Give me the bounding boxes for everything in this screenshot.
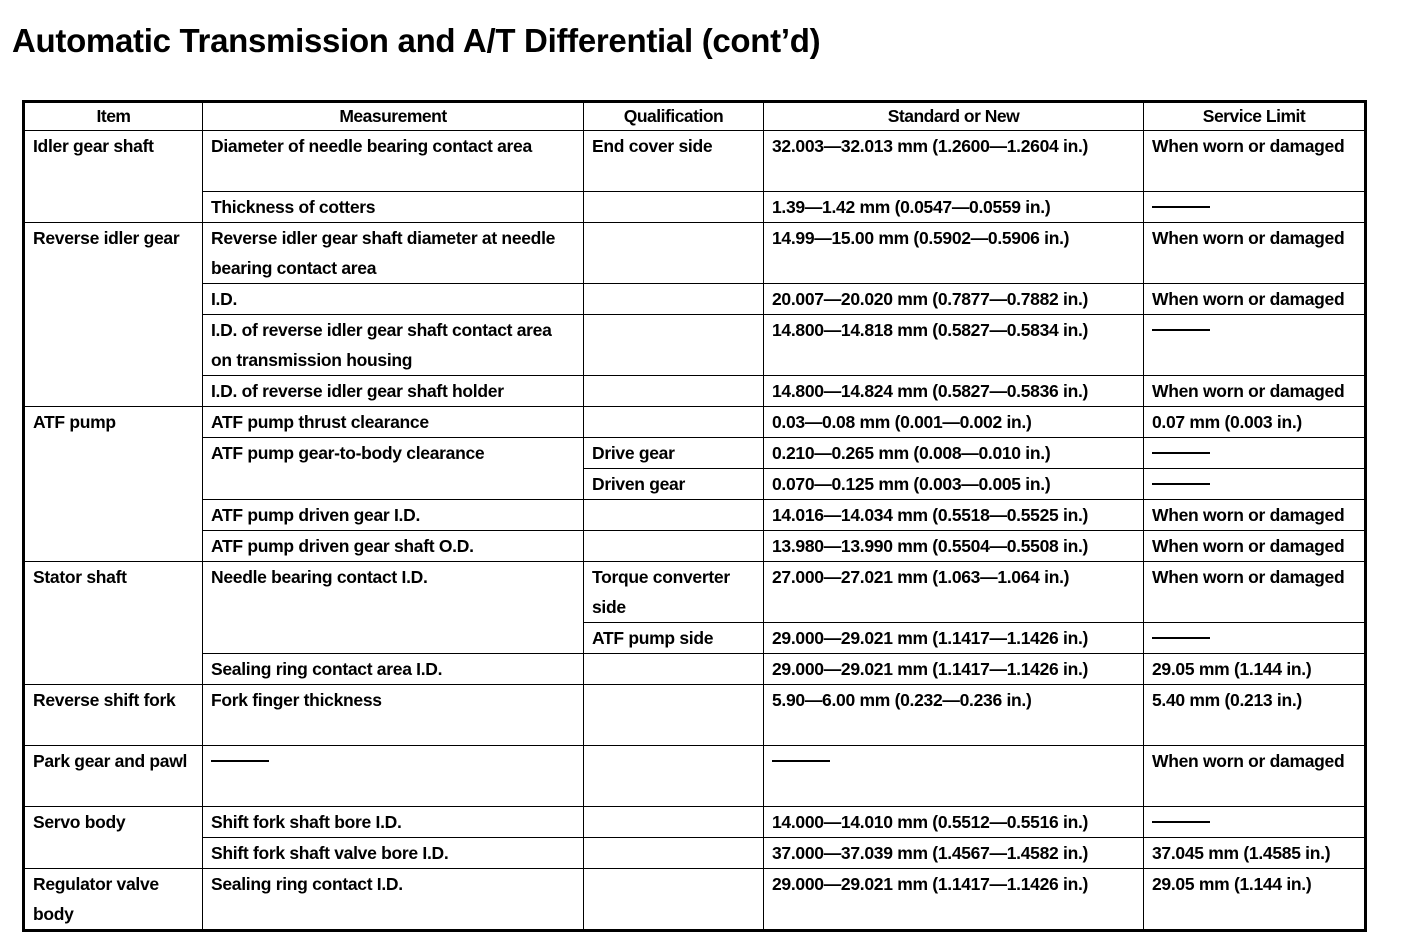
standard-cell: 0.03—0.08 mm (0.001—0.002 in.) bbox=[764, 407, 1144, 438]
measurement-dash bbox=[203, 746, 584, 807]
limit-cell: 29.05 mm (1.144 in.) bbox=[1144, 869, 1366, 931]
table-row bbox=[24, 376, 1366, 407]
header-measurement: Measurement bbox=[203, 102, 584, 131]
standard-cell: 14.800—14.824 mm (0.5827—0.5836 in.) bbox=[764, 376, 1144, 407]
item-cell: Idler gear shaft bbox=[24, 131, 203, 223]
limit-cell: 0.07 mm (0.003 in.) bbox=[1144, 407, 1366, 438]
table-row bbox=[24, 746, 1366, 807]
header-service-limit: Service Limit bbox=[1144, 102, 1366, 131]
limit-cell: When worn or damaged bbox=[1144, 376, 1366, 407]
qualification-cell bbox=[584, 284, 764, 315]
standard-dash bbox=[764, 746, 1144, 807]
measurement-cell: Shift fork shaft valve bore I.D. bbox=[203, 838, 584, 869]
qualification-cell bbox=[584, 376, 764, 407]
limit-cell: 37.045 mm (1.4585 in.) bbox=[1144, 838, 1366, 869]
measurement-cell: ATF pump driven gear shaft O.D. bbox=[203, 531, 584, 562]
qualification-cell bbox=[584, 838, 764, 869]
table-row bbox=[24, 407, 1366, 438]
header-item: Item bbox=[24, 102, 203, 131]
standard-cell: 0.070—0.125 mm (0.003—0.005 in.) bbox=[764, 469, 1144, 500]
standard-cell: 14.99—15.00 mm (0.5902—0.5906 in.) bbox=[764, 223, 1144, 284]
specifications-table bbox=[22, 100, 1367, 932]
item-cell: Reverse idler gear bbox=[24, 223, 203, 407]
standard-cell: 29.000—29.021 mm (1.1417—1.1426 in.) bbox=[764, 869, 1144, 931]
table-row bbox=[24, 869, 1366, 931]
measurement-cell: Sealing ring contact area I.D. bbox=[203, 654, 584, 685]
item-cell: Reverse shift fork bbox=[24, 685, 203, 746]
header-qualification: Qualification bbox=[584, 102, 764, 131]
standard-cell: 32.003—32.013 mm (1.2600—1.2604 in.) bbox=[764, 131, 1144, 192]
qualification-cell bbox=[584, 685, 764, 746]
standard-cell: 5.90—6.00 mm (0.232—0.236 in.) bbox=[764, 685, 1144, 746]
table-row bbox=[24, 438, 1366, 469]
limit-cell: When worn or damaged bbox=[1144, 284, 1366, 315]
qualification-cell: Torque converter side bbox=[584, 562, 764, 623]
limit-cell: When worn or damaged bbox=[1144, 223, 1366, 284]
measurement-cell: ATF pump gear-to-body clearance bbox=[203, 438, 584, 500]
standard-cell: 13.980—13.990 mm (0.5504—0.5508 in.) bbox=[764, 531, 1144, 562]
table-row bbox=[24, 562, 1366, 623]
standard-cell: 37.000—37.039 mm (1.4567—1.4582 in.) bbox=[764, 838, 1144, 869]
page-title: Automatic Transmission and A/T Differential (cont’d) bbox=[12, 22, 821, 59]
standard-cell: 29.000—29.021 mm (1.1417—1.1426 in.) bbox=[764, 654, 1144, 685]
qualification-cell bbox=[584, 500, 764, 531]
qualification-cell bbox=[584, 192, 764, 223]
measurement-cell: I.D. of reverse idler gear shaft contact area on transmission housing bbox=[203, 315, 584, 376]
measurement-cell: Needle bearing contact I.D. bbox=[203, 562, 584, 654]
limit-dash bbox=[1144, 469, 1366, 500]
measurement-cell: Diameter of needle bearing contact area bbox=[203, 131, 584, 192]
measurement-cell: ATF pump driven gear I.D. bbox=[203, 500, 584, 531]
item-cell: Regulator valve body bbox=[24, 869, 203, 931]
limit-cell: When worn or damaged bbox=[1144, 500, 1366, 531]
standard-cell: 1.39—1.42 mm (0.0547—0.0559 in.) bbox=[764, 192, 1144, 223]
measurement-cell: I.D. of reverse idler gear shaft holder bbox=[203, 376, 584, 407]
table-row bbox=[24, 284, 1366, 315]
measurement-cell: Sealing ring contact I.D. bbox=[203, 869, 584, 931]
qualification-cell: Drive gear bbox=[584, 438, 764, 469]
limit-dash bbox=[1144, 315, 1366, 376]
table-row bbox=[24, 192, 1366, 223]
limit-cell: When worn or damaged bbox=[1144, 562, 1366, 623]
qualification-cell bbox=[584, 223, 764, 284]
measurement-cell: Reverse idler gear shaft diameter at needle bearing contact area bbox=[203, 223, 584, 284]
measurement-cell: Shift fork shaft bore I.D. bbox=[203, 807, 584, 838]
item-cell: Stator shaft bbox=[24, 562, 203, 685]
measurement-cell: ATF pump thrust clearance bbox=[203, 407, 584, 438]
standard-cell: 14.016—14.034 mm (0.5518—0.5525 in.) bbox=[764, 500, 1144, 531]
limit-cell: 29.05 mm (1.144 in.) bbox=[1144, 654, 1366, 685]
table-row bbox=[24, 838, 1366, 869]
qualification-cell: ATF pump side bbox=[584, 623, 764, 654]
limit-cell: When worn or damaged bbox=[1144, 131, 1366, 192]
table-row bbox=[24, 807, 1366, 838]
table-row bbox=[24, 531, 1366, 562]
header-row bbox=[24, 102, 1366, 131]
measurement-cell: Thickness of cotters bbox=[203, 192, 584, 223]
limit-cell: 5.40 mm (0.213 in.) bbox=[1144, 685, 1366, 746]
table-row bbox=[24, 685, 1366, 746]
standard-cell: 20.007—20.020 mm (0.7877—0.7882 in.) bbox=[764, 284, 1144, 315]
standard-cell: 14.800—14.818 mm (0.5827—0.5834 in.) bbox=[764, 315, 1144, 376]
table-row bbox=[24, 654, 1366, 685]
limit-dash bbox=[1144, 192, 1366, 223]
qualification-cell: Driven gear bbox=[584, 469, 764, 500]
limit-dash bbox=[1144, 623, 1366, 654]
table-row bbox=[24, 500, 1366, 531]
qualification-cell bbox=[584, 531, 764, 562]
measurement-cell: Fork finger thickness bbox=[203, 685, 584, 746]
table-row bbox=[24, 223, 1366, 284]
qualification-cell bbox=[584, 869, 764, 931]
table-row bbox=[24, 315, 1366, 376]
item-cell: ATF pump bbox=[24, 407, 203, 562]
limit-cell: When worn or damaged bbox=[1144, 531, 1366, 562]
standard-cell: 14.000—14.010 mm (0.5512—0.5516 in.) bbox=[764, 807, 1144, 838]
measurement-cell: I.D. bbox=[203, 284, 584, 315]
limit-dash bbox=[1144, 807, 1366, 838]
limit-cell: When worn or damaged bbox=[1144, 746, 1366, 807]
qualification-cell bbox=[584, 315, 764, 376]
item-cell: Servo body bbox=[24, 807, 203, 869]
qualification-cell bbox=[584, 807, 764, 838]
qualification-cell bbox=[584, 654, 764, 685]
standard-cell: 0.210—0.265 mm (0.008—0.010 in.) bbox=[764, 438, 1144, 469]
limit-dash bbox=[1144, 438, 1366, 469]
qualification-cell: End cover side bbox=[584, 131, 764, 192]
qualification-cell bbox=[584, 746, 764, 807]
header-standard: Standard or New bbox=[764, 102, 1144, 131]
table-row bbox=[24, 131, 1366, 192]
qualification-cell bbox=[584, 407, 764, 438]
standard-cell: 29.000—29.021 mm (1.1417—1.1426 in.) bbox=[764, 623, 1144, 654]
standard-cell: 27.000—27.021 mm (1.063—1.064 in.) bbox=[764, 562, 1144, 623]
item-cell: Park gear and pawl bbox=[24, 746, 203, 807]
